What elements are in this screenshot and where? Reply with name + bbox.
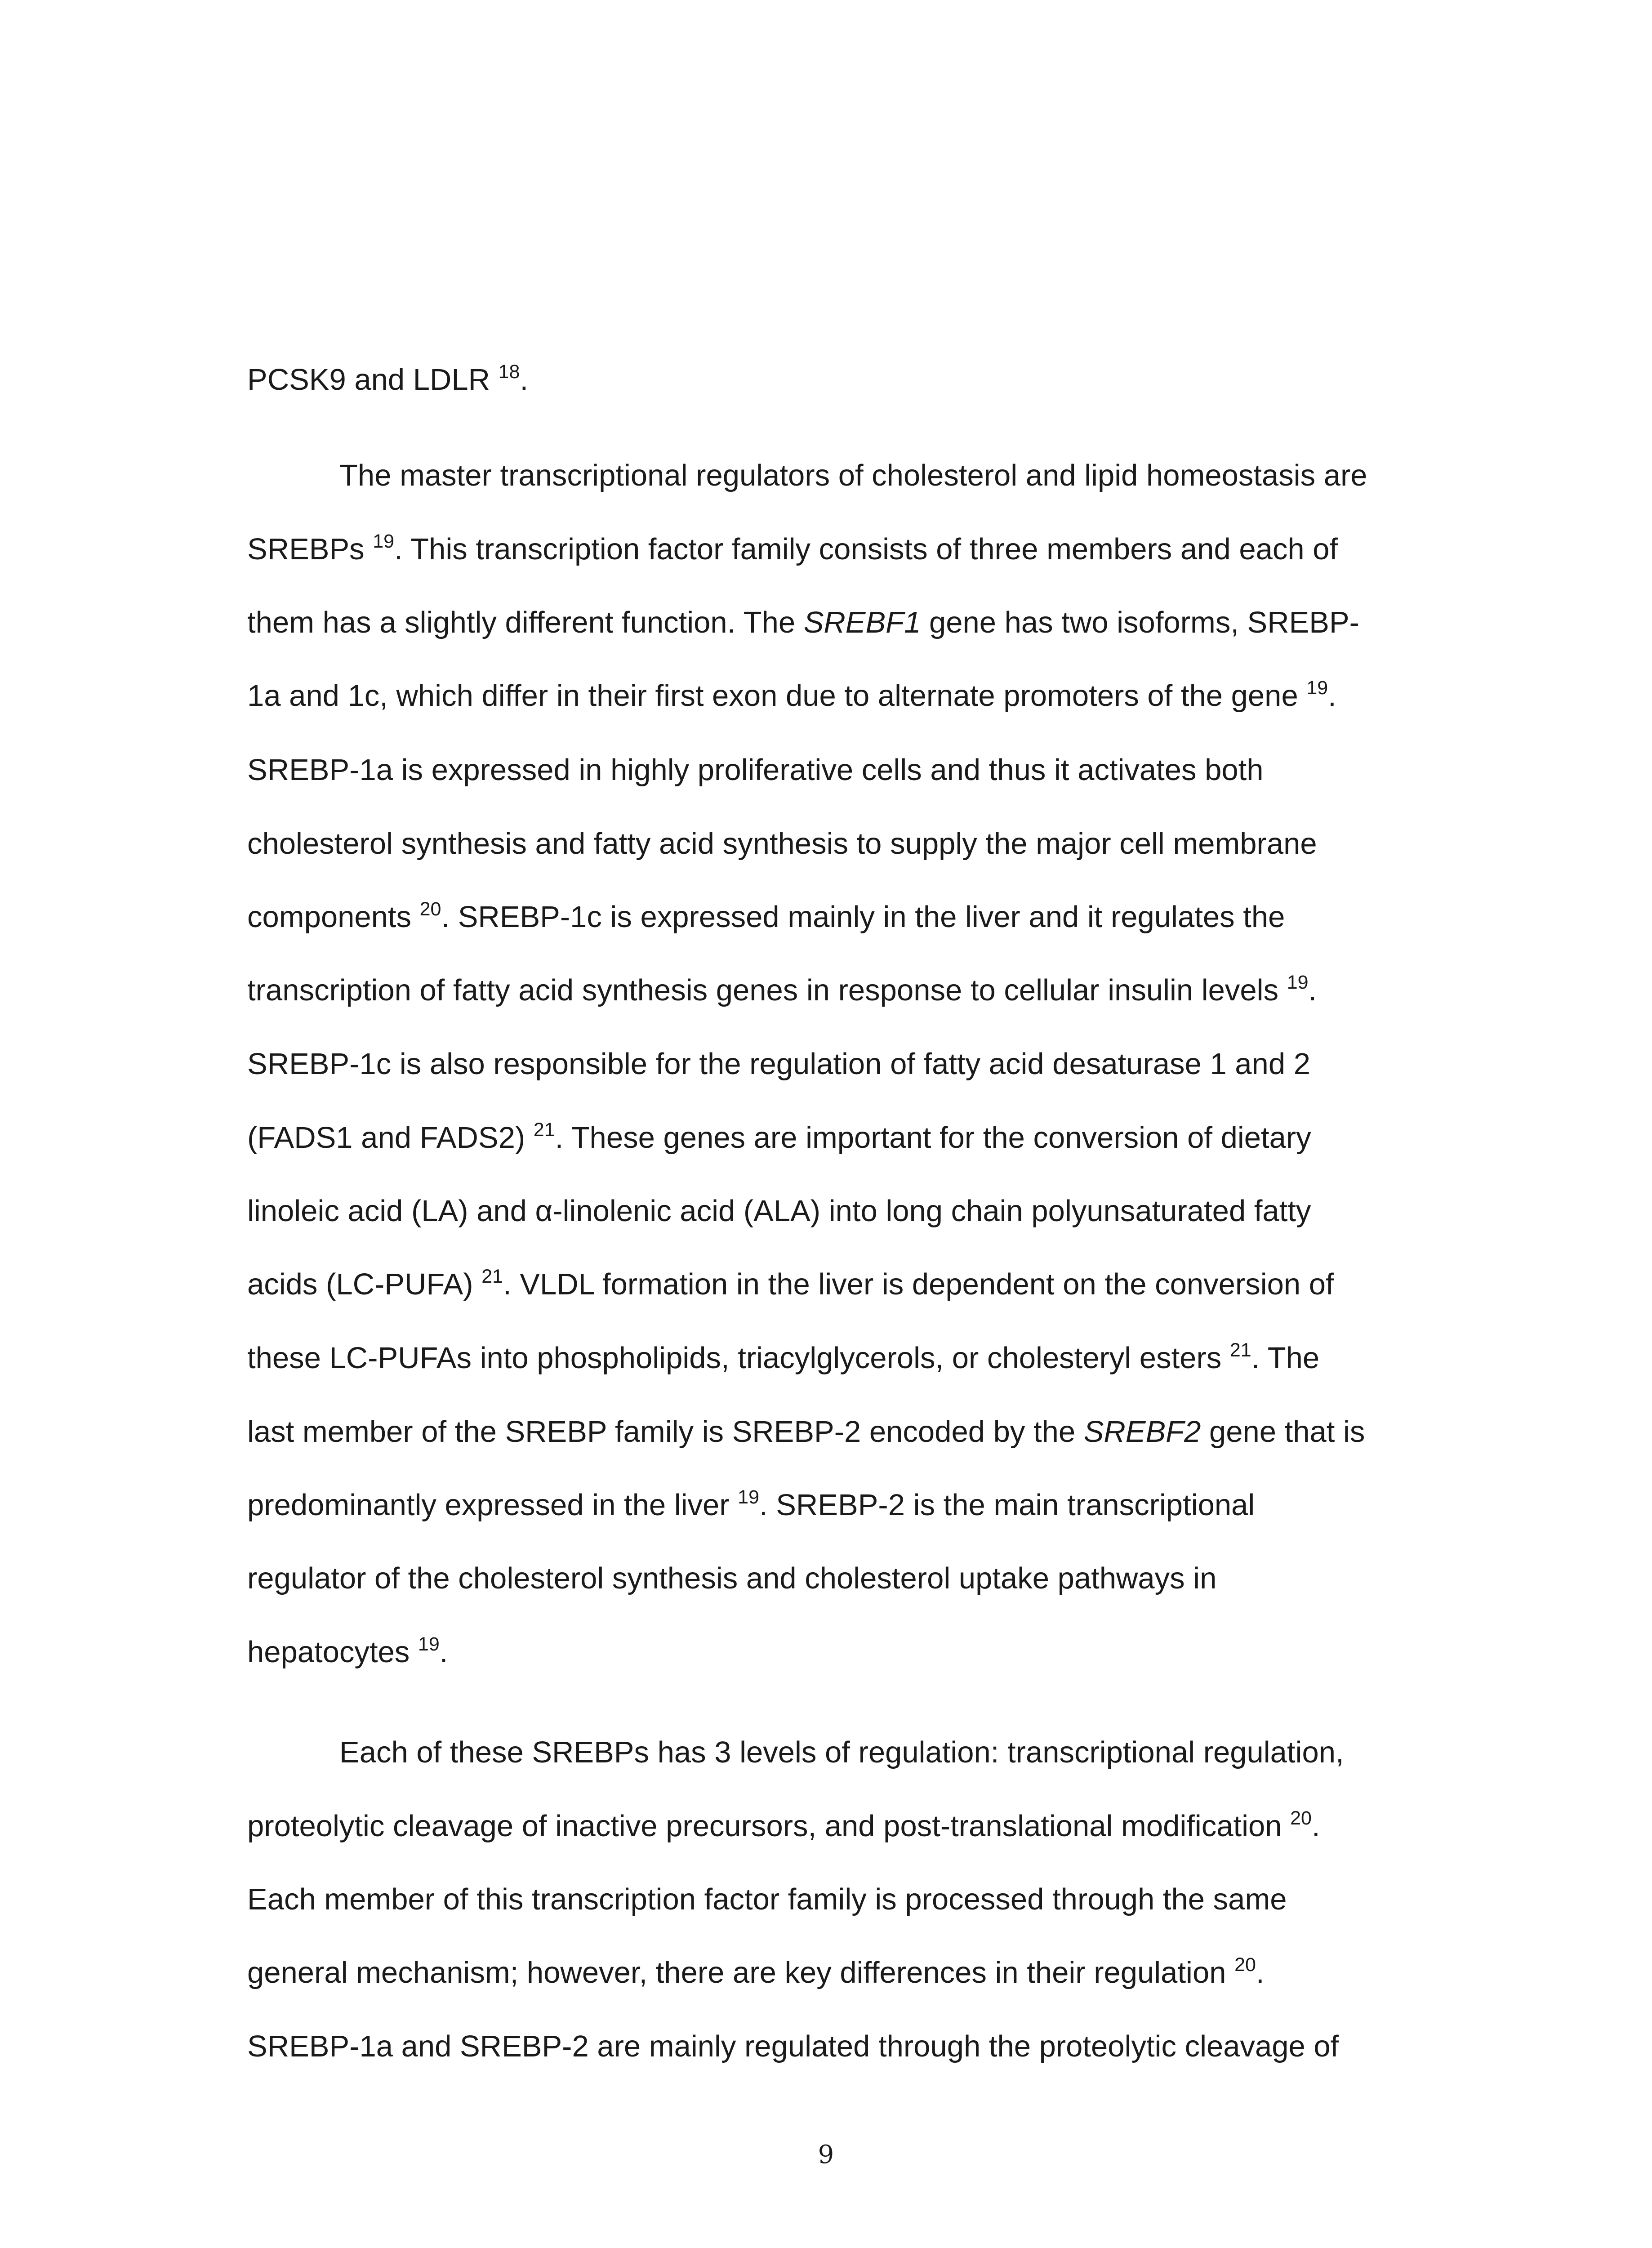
text-line bbox=[247, 1118, 1311, 1162]
italic-gene-name: SREBF2 bbox=[1083, 1415, 1201, 1449]
text-line bbox=[339, 455, 1367, 496]
text-segment: Each member of this transcription factor family is processed through the same bbox=[247, 1882, 1287, 1916]
text-segment: acids (LC-PUFA) bbox=[247, 1267, 482, 1301]
citation-superscript: 20 bbox=[1290, 1807, 1312, 1829]
citation-superscript: 21 bbox=[533, 1119, 555, 1141]
text-segment: SREBP-1a and SREBP-2 are mainly regulated through the proteolytic cleavage of bbox=[247, 2029, 1339, 2063]
text-segment: linoleic acid (LA) and α-linolenic acid (ALA) into long chain polyunsaturated fatty bbox=[247, 1194, 1311, 1228]
text-line bbox=[247, 1879, 1287, 1920]
text-segment: . These genes are important for the conversion of dietary bbox=[555, 1121, 1311, 1155]
page-number: 9 bbox=[818, 2140, 834, 2169]
text-segment: general mechanism; however, there are key differences in their regulation bbox=[247, 1956, 1235, 1989]
citation-superscript: 19 bbox=[738, 1486, 760, 1508]
text-line bbox=[247, 1044, 1310, 1084]
text-segment: SREBP-1a is expressed in highly proliferative cells and thus it activates both bbox=[247, 753, 1264, 787]
text-segment: (FADS1 and FADS2) bbox=[247, 1121, 534, 1155]
text-line bbox=[247, 1191, 1311, 1231]
text-segment: SREBPs bbox=[247, 532, 373, 566]
text-segment: hepatocytes bbox=[247, 1635, 418, 1669]
text-line bbox=[247, 824, 1317, 864]
citation-superscript: 19 bbox=[1287, 972, 1309, 993]
citation-superscript: 19 bbox=[418, 1633, 440, 1655]
italic-gene-name: SREBF1 bbox=[803, 606, 921, 639]
text-segment: . bbox=[439, 1635, 448, 1669]
text-segment: . bbox=[1256, 1956, 1265, 1989]
text-segment: . The bbox=[1251, 1341, 1320, 1375]
citation-superscript: 21 bbox=[481, 1266, 503, 1287]
text-segment: last member of the SREBP family is SREBP-2 encoded by the bbox=[247, 1415, 1084, 1449]
text-line bbox=[247, 970, 1317, 1014]
citation-superscript: 19 bbox=[1306, 677, 1328, 699]
text-segment: 1a and 1c, which differ in their first exon due to alternate promoters of the gene bbox=[247, 679, 1307, 713]
text-segment: cholesterol synthesis and fatty acid synthesis to supply the major cell membrane bbox=[247, 827, 1317, 861]
text-line bbox=[247, 1806, 1320, 1850]
text-line bbox=[247, 897, 1285, 941]
text-segment: components bbox=[247, 900, 420, 934]
citation-superscript: 21 bbox=[1229, 1339, 1251, 1361]
citation-superscript: 19 bbox=[373, 531, 395, 552]
text-line bbox=[247, 529, 1338, 573]
text-segment: SREBP-1c is also responsible for the regulation of fatty acid desaturase 1 and 2 bbox=[247, 1047, 1310, 1081]
text-segment: proteolytic cleavage of inactive precursors, and post-translational modification bbox=[247, 1809, 1291, 1843]
text-line bbox=[247, 1412, 1365, 1452]
text-line bbox=[247, 1485, 1255, 1529]
text-line bbox=[247, 1338, 1319, 1382]
text-segment: . bbox=[520, 363, 529, 397]
text-segment: them has a slightly different function. The bbox=[247, 606, 804, 639]
text-line bbox=[247, 2026, 1339, 2067]
text-line bbox=[247, 1632, 448, 1676]
text-line bbox=[247, 602, 1359, 643]
text-line bbox=[247, 1953, 1265, 1997]
text-segment: transcription of fatty acid synthesis genes in response to cellular insulin levels bbox=[247, 973, 1287, 1007]
text-line bbox=[247, 676, 1336, 720]
text-line bbox=[247, 750, 1264, 790]
text-line bbox=[247, 1264, 1334, 1308]
text-segment: . This transcription factor family consists of three members and each of bbox=[394, 532, 1338, 566]
text-line bbox=[247, 360, 528, 404]
citation-superscript: 20 bbox=[419, 898, 441, 920]
text-line bbox=[247, 1558, 1216, 1599]
text-line bbox=[339, 1732, 1344, 1773]
text-segment: . SREBP-1c is expressed mainly in the liver and it regulates the bbox=[441, 900, 1285, 934]
text-segment: . bbox=[1311, 1809, 1320, 1843]
text-segment: predominantly expressed in the liver bbox=[247, 1488, 738, 1522]
text-segment: these LC-PUFAs into phospholipids, triacylglycerols, or cholesteryl esters bbox=[247, 1341, 1230, 1375]
text-segment: Each of these SREBPs has 3 levels of regulation: transcriptional regulation, bbox=[339, 1735, 1344, 1769]
citation-superscript: 20 bbox=[1234, 1954, 1256, 1976]
text-segment: regulator of the cholesterol synthesis and cholesterol uptake pathways in bbox=[247, 1561, 1217, 1595]
text-segment: The master transcriptional regulators of cholesterol and lipid homeostasis are bbox=[339, 459, 1367, 492]
text-segment: . VLDL formation in the liver is dependent on the conversion of bbox=[503, 1267, 1334, 1301]
text-segment: gene has two isoforms, SREBP- bbox=[921, 606, 1359, 639]
text-segment: . bbox=[1328, 679, 1336, 713]
text-segment: . SREBP-2 is the main transcriptional bbox=[759, 1488, 1255, 1522]
text-segment: . bbox=[1308, 973, 1317, 1007]
citation-superscript: 18 bbox=[498, 361, 520, 383]
text-segment: PCSK9 and LDLR bbox=[247, 363, 499, 397]
text-segment: gene that is bbox=[1201, 1415, 1365, 1449]
